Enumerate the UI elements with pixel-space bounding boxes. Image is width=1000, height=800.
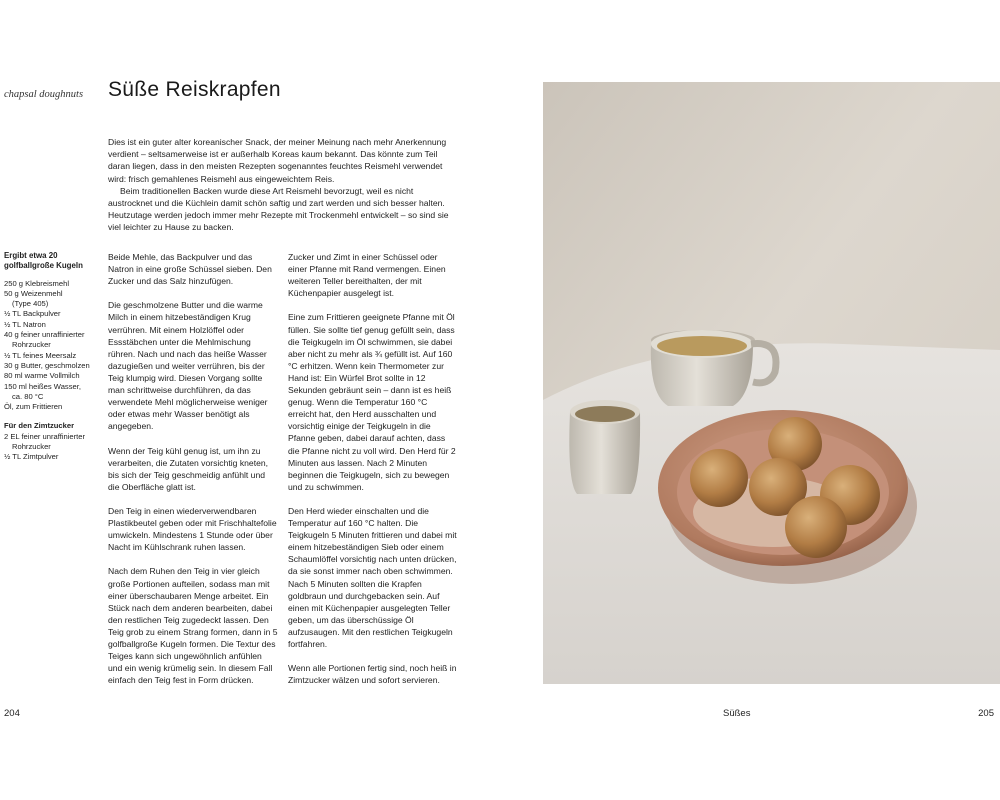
ingredient-item: ½ TL Zimtpulver <box>4 452 59 462</box>
ingredient-item: ½ TL feines Meersalz <box>4 350 77 360</box>
method-step: Zucker und Zimt in einer Schüssel oder einer Pfanne mit Rand vermengen. Einen weiteren Teller bereithalten, der mit Küchenpapier ausgelegt ist. <box>288 252 446 299</box>
ingredient-item: (Type 405) <box>12 299 49 309</box>
ingredient-item: ½ TL Backpulver <box>4 309 61 319</box>
ingredient-item: Öl, zum Frittieren <box>4 402 63 412</box>
doughnuts-photo-illustration <box>543 82 1000 684</box>
ingredient-item: 150 ml heißes Wasser, <box>4 381 81 391</box>
recipe-kicker: chapsal doughnuts <box>4 89 84 100</box>
page-number-right: 205 <box>978 708 994 719</box>
doughnut <box>785 496 847 558</box>
page-number-left: 204 <box>4 708 20 719</box>
method-step: Den Teig in einen wiederverwendbaren Plastikbeutel geben oder mit Frischhaltefolie umwickeln. Mindestens 1 Stunde oder über Nacht im Kühlschrank ruhen lassen. <box>108 505 277 553</box>
cinnamon-sugar-heading: Für den Zimtzucker <box>4 421 75 431</box>
ingredients-list <box>4 251 102 463</box>
intro-paragraph: Dies ist ein guter alter koreanischer Snack, der meiner Meinung nach mehr Anerkennung verdient – seltsamerweise ist er außerhalb Koreas kaum bekannt. Das könnte zum Teil daran liegen, dass in den meisten Rezepten sogenanntes feuchtes Reismehl verwendet wird: frisch gemahlenes Reismehl aus eingeweichtem Reis. <box>108 137 447 184</box>
method-step: Die geschmolzene Butter und die warme Milch in einem hitzebeständigen Krug verrühren. Mit einem Holzlöffel oder Essstäbchen unter die Mehlmischung rühren. Nach und nach das heiße Wasser dazugießen und weiter verrühren, bis der Teig klumpig wird. Diesen Vorgang sollte man schrittweise durchführen, da das verwendete Mehl möglicherweise weniger oder etwas mehr Wasser benötigt als angegeben. <box>108 300 268 432</box>
ingredient-item: 80 ml warme Vollmilch <box>4 371 80 381</box>
recipe-title: Süße Reiskrapfen <box>108 78 281 101</box>
method-column-1 <box>108 251 278 698</box>
small-cup <box>569 412 640 494</box>
recipe-intro <box>108 136 460 234</box>
recipe-photo <box>543 82 1000 684</box>
ingredient-item: Rohrzucker <box>12 340 51 350</box>
method-step: Den Herd wieder einschalten und die Temperatur auf 160 °C halten. Die Teigkugeln 5 Minuten frittieren und dabei mit einem hitzebeständigen Sieb oder einem Schaumlöffel vorsichtig nach unten drücken, da sie sonst immer nach oben schwimmen. Nach 5 Minuten sollten die Krapfen goldbraun und durchgebacken sein. Auf einen mit Küchenpapier ausgelegten Teller geben, um das überschüssige Öl aufzusaugen. Mit den restlichen Teigkugeln fortfahren. <box>288 505 457 649</box>
section-name: Süßes <box>723 708 751 719</box>
doughnut <box>690 449 748 507</box>
ingredient-item: 50 g Weizenmehl <box>4 288 63 298</box>
ingredient-item: 30 g Butter, geschmolzen <box>4 360 90 370</box>
method-column-2 <box>288 251 458 698</box>
method-step: Eine zum Frittieren geeignete Pfanne mit Öl füllen. Sie sollte tief genug gefüllt sein, dass die Teigkugeln im Öl schwimmen, sie dabei aber nicht zu mehr als ¾ gefüllt ist. Auf 160 °C erhitzen. Wenn kein Thermometer zur Hand ist: Ein Würfel Brot sollte in 12 Sekunden gebräunt sein – dann ist es heiß genug. Wenn die Temperatur 160 °C erreicht hat, den Herd ausschalten und vorsichtig einige der Teigkugeln in die Pfanne geben, dabei darauf achten, dass die Pfanne nicht zu voll wird. Den Herd für 2 Minuten aus lassen. Nach 2 Minuten beginnen die Teigkugeln, sich zu bewegen und zu schwimmen. <box>288 312 456 492</box>
method-step: Wenn alle Portionen fertig sind, noch heiß in Zimtzucker wälzen und sofort servieren. <box>288 663 457 686</box>
recipe-yield: Ergibt etwa 20 golfballgroße Kugeln <box>4 251 83 271</box>
intro-paragraph: Beim traditionellen Backen wurde diese Art Reismehl bevorzugt, weil es nicht austrocknet und die Küchlein damit schön saftig und zart werden und sich besser halten. Heutzutage werden jedoch immer mehr Rezepte mit Trockenmehl entwickelt – so sind sie viel leichter zu Hause zu backen. <box>108 185 449 233</box>
method-step: Wenn der Teig kühl genug ist, um ihn zu verarbeiten, die Zutaten vorsichtig kneten, bis sich der Teig geschmeidig anfühlt und die Oberfläche glatt ist. <box>108 445 269 492</box>
ingredient-item: Rohrzucker <box>12 442 51 452</box>
ingredient-item: 250 g Klebreismehl <box>4 278 70 288</box>
ingredient-item: ca. 80 °C <box>12 391 44 401</box>
small-cup-tea <box>575 406 635 422</box>
ingredient-item: 2 EL feiner unraffinierter <box>4 431 86 441</box>
method-step: Nach dem Ruhen den Teig in vier gleich große Portionen aufteilen, sodass man mit einer überschaubaren Menge arbeitet. Ein Stück nach dem anderen bearbeiten, dabei den restlichen Teig zugedeckt lassen. Den Teig grob zu einem Strang formen, dann in 5 golfballgroße Kugeln formen. Die Textur des Teiges kann sich ungewöhnlich anfühlen und ein wenig krümelig sein. In diesem Fall einfach den Teig fest in Form drücken. <box>108 566 278 686</box>
tea-surface <box>657 336 747 356</box>
ingredient-item: ½ TL Natron <box>4 319 46 329</box>
method-step: Beide Mehle, das Backpulver und das Natron in eine große Schüssel sieben. Den Zucker und das Salz hinzufügen. <box>108 252 272 287</box>
ingredient-item: 40 g feiner unraffinierter <box>4 330 85 340</box>
